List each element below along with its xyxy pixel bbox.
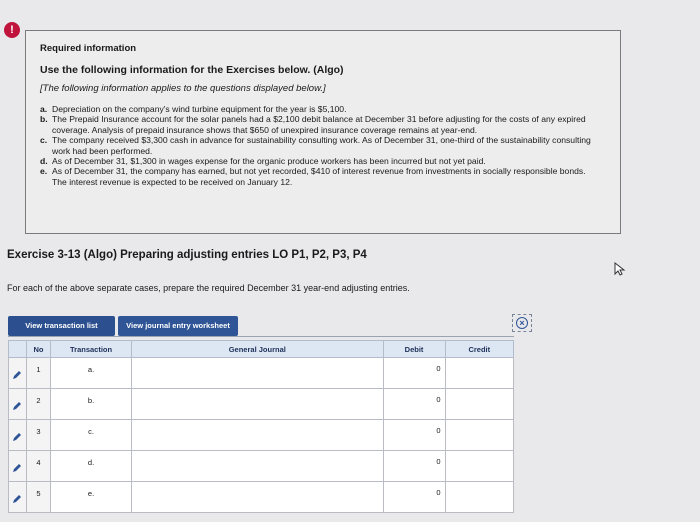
row-credit[interactable] (445, 389, 513, 420)
row-no: 4 (26, 451, 50, 482)
tab-divider (8, 336, 514, 337)
row-credit[interactable] (445, 451, 513, 482)
row-transaction: c. (51, 420, 132, 451)
row-credit[interactable] (445, 358, 513, 389)
row-credit[interactable] (445, 420, 513, 451)
header-no: No (26, 341, 50, 358)
mouse-cursor-icon (614, 262, 626, 276)
row-debit[interactable]: 0 (383, 420, 445, 451)
info-item-b: b. The Prepaid Insurance account for the solar panels had a $2,100 debit balance at December 31 before adjusting for the costs of any expired coverage. Analysis of prepaid insurance shows that $650 of unexpired insurance coverage remains at year-end. (40, 114, 586, 135)
info-item-e: e. As of December 31, the company has earned, but not yet recorded, $410 of interest revenue from investments in socially responsible bonds. The interest revenue is expected to be received on January 12. (40, 166, 586, 187)
journal-table (8, 340, 514, 513)
close-button[interactable] (512, 314, 532, 332)
table-row (9, 358, 514, 389)
info-item-a: a. Depreciation on the company's wind turbine equipment for the year is $5,100. (40, 104, 347, 114)
row-general-journal[interactable] (132, 389, 383, 420)
view-journal-entry-worksheet-button[interactable]: View journal entry worksheet (118, 316, 238, 336)
info-note: [The following information applies to the questions displayed below.] (40, 83, 326, 94)
header-credit: Credit (445, 341, 513, 358)
pencil-icon[interactable] (12, 401, 22, 411)
journal-header-row (9, 341, 514, 358)
info-subtitle: Use the following information for the Exercises below. (Algo) (40, 64, 344, 76)
exercise-instructions: For each of the above separate cases, prepare the required December 31 year-end adjusting entries. (7, 283, 410, 293)
info-item-c: c. The company received $3,300 cash in advance for sustainability consulting work. As of December 31, one-third of the sustainability consulting work had been performed. (40, 135, 591, 156)
alert-icon: ! (4, 22, 20, 38)
info-item-d: d. As of December 31, $1,300 in wages expense for the organic produce workers has been incurred but not yet paid. (40, 156, 486, 167)
table-row (9, 451, 514, 482)
row-debit[interactable]: 0 (383, 358, 445, 389)
row-general-journal[interactable] (132, 358, 383, 389)
row-transaction: a. (51, 358, 132, 389)
pencil-icon[interactable] (12, 463, 22, 473)
edit-cell[interactable] (9, 420, 27, 451)
row-credit[interactable] (445, 482, 513, 513)
row-no: 1 (26, 358, 50, 389)
edit-cell[interactable] (9, 358, 27, 389)
view-transaction-list-button[interactable]: View transaction list (8, 316, 115, 336)
row-general-journal[interactable] (132, 451, 383, 482)
row-general-journal[interactable] (132, 482, 383, 513)
pencil-icon[interactable] (12, 370, 22, 380)
row-debit[interactable]: 0 (383, 451, 445, 482)
table-row (9, 389, 514, 420)
row-general-journal[interactable] (132, 420, 383, 451)
header-edit (9, 341, 27, 358)
header-debit: Debit (383, 341, 445, 358)
row-no: 2 (26, 389, 50, 420)
header-transaction: Transaction (51, 341, 132, 358)
edit-cell[interactable] (9, 482, 27, 513)
close-circle-icon: × (516, 317, 528, 329)
row-transaction: d. (51, 451, 132, 482)
info-list (40, 104, 600, 187)
table-row (9, 482, 514, 513)
edit-cell[interactable] (9, 451, 27, 482)
row-no: 3 (26, 420, 50, 451)
row-debit[interactable]: 0 (383, 482, 445, 513)
info-title: Required information (40, 43, 137, 54)
row-transaction: e. (51, 482, 132, 513)
pencil-icon[interactable] (12, 494, 22, 504)
exercise-title: Exercise 3-13 (Algo) Preparing adjusting entries LO P1, P2, P3, P4 (7, 249, 367, 261)
pencil-icon[interactable] (12, 432, 22, 442)
header-general-journal: General Journal (132, 341, 383, 358)
edit-cell[interactable] (9, 389, 27, 420)
row-no: 5 (26, 482, 50, 513)
row-debit[interactable]: 0 (383, 389, 445, 420)
table-row (9, 420, 514, 451)
row-transaction: b. (51, 389, 132, 420)
required-information-panel (25, 30, 621, 234)
